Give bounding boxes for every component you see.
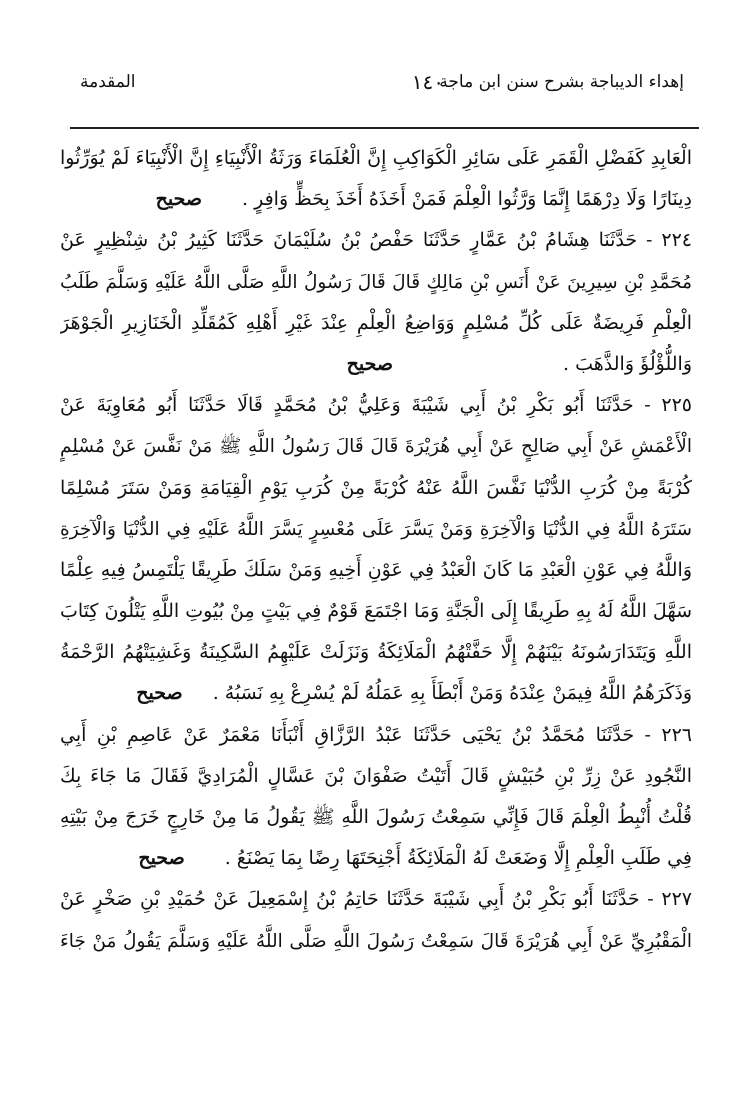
text-line-19: ٢٢٧ - حَدَّثَنَا أَبُو بَكْرِ بْنُ أَبِي شَيْبَةَ حَدَّثَنَا حَاتِمُ بْنُ إِسْمَعِيلَ عَنْ حُمَيْدِ بْنِ صَخْرٍ عَنْ: [60, 888, 692, 911]
text-line-12: سَهَّلَ اللَّهُ لَهُ بِهِ طَرِيقًا إِلَى الْجَنَّةِ وَمَا اجْتَمَعَ قَوْمٌ فِي بَيْتٍ مِنْ بُيُوتِ اللَّهِ يَتْلُونَ كِتَابَ: [60, 600, 692, 623]
grade-label: صحيح: [136, 682, 183, 705]
text-line-13: اللَّهِ وَيَتَدَارَسُونَهُ بَيْنَهُمْ إِلَّا حَفَّتْهُمُ الْمَلَائِكَةُ وَنَزَلَتْ عَلَيْهِمُ السَّكِينَةُ وَغَشِيَتْهُمُ الرَّحْمَةُ: [60, 641, 692, 664]
text-line-10: سَتَرَهُ اللَّهُ فِي الدُّنْيَا وَالْآخِرَةِ وَمَنْ يَسَّرَ عَلَى مُعْسِرٍ يَسَّرَ اللَّهُ عَلَيْهِ فِي الدُّنْيَا وَالْآخِرَةِ: [60, 518, 692, 540]
grade-label: صحيح: [138, 847, 185, 870]
text-line-8: الْأَعْمَشِ عَنْ أَبِي صَالِحٍ عَنْ أَبِي هُرَيْرَةَ قَالَ قَالَ رَسُولُ اللَّهِ ﷺ مَنْ نَفَّسَ عَنْ مُسْلِمٍ: [60, 436, 692, 458]
hadith-text-body: [60, 138, 692, 962]
text-line-11: وَاللَّهُ فِي عَوْنِ الْعَبْدِ مَا كَانَ الْعَبْدُ فِي عَوْنِ أَخِيهِ وَمَنْ سَلَكَ طَرِيقًا يَلْتَمِسُ فِيهِ عِلْمًا: [60, 558, 692, 581]
grade-label: صحيح: [155, 188, 203, 211]
text-line-2: دِينَارًا وَلَا دِرْهَمًا إِنَّمَا وَرَّثُوا الْعِلْمَ فَمَنْ أَخَذَهُ أَخَذَ بِحَظٍّ وَافِرٍ .صحيح: [60, 179, 692, 220]
header-divider: [70, 127, 699, 129]
text-line-20: الْمَقْبُرِيِّ عَنْ أَبِي هُرَيْرَةَ قَالَ سَمِعْتُ رَسُولَ اللَّهِ صَلَّى اللَّهُ عَلَيْهِ وَسَلَّمَ يَقُولُ مَنْ جَاءَ: [60, 930, 692, 952]
book-title: إهداء الديباجة بشرح سنن ابن ماجة: [439, 72, 684, 92]
text-line-14: وَذَكَرَهُمُ اللَّهُ فِيمَنْ عِنْدَهُ وَمَنْ أَبْطَأَ بِهِ عَمَلُهُ لَمْ يُسْرِعْ بِهِ نَسَبُهُ .صحيح: [60, 673, 692, 714]
page-number: ١٤٠: [411, 70, 444, 94]
grade-label: صحيح: [346, 352, 394, 375]
text-line-18: فِي طَلَبِ الْعِلْمِ إِلَّا وَضَعَتْ لَهُ الْمَلَائِكَةُ أَجْنِحَتَهَا رِضًا بِمَا يَصْنَعُ .صحيح: [60, 838, 692, 879]
text-line-9: كُرْبَةً مِنْ كُرَبِ الدُّنْيَا نَفَّسَ اللَّهُ عَنْهُ كُرْبَةً مِنْ كُرَبِ يَوْمِ الْقِيَامَةِ وَمَنْ سَتَرَ مُسْلِمًا: [60, 476, 692, 499]
text-line-16: النَّجُودِ عَنْ زِرِّ بْنِ حُبَيْشٍ قَالَ أَتَيْتُ صَفْوَانَ بْنَ عَسَّالٍ الْمُرَادِيَّ فَقَالَ مَا جَاءَ بِكَ: [60, 764, 692, 787]
text-line-5: الْعِلْمِ فَرِيضَةٌ عَلَى كُلِّ مُسْلِمٍ وَوَاضِعُ الْعِلْمِ عِنْدَ غَيْرِ أَهْلِهِ كَمُقَلِّدِ الْخَنَازِيرِ الْجَوْهَرَ: [60, 311, 692, 334]
text-line-17: قُلْتُ أُنْبِطُ الْعِلْمَ قَالَ فَإِنِّي سَمِعْتُ رَسُولَ اللَّهِ ﷺ يَقُولُ مَا مِنْ خَارِجٍ خَرَجَ مِنْ بَيْتِهِ: [60, 806, 692, 828]
page-header: [70, 70, 684, 100]
text-line-7: ٢٢٥ - حَدَّثَنَا أَبُو بَكْرِ بْنُ أَبِي شَيْبَةَ وَعَلِيُّ بْنُ مُحَمَّدٍ قَالَا حَدَّثَنَا أَبُو مُعَاوِيَةَ عَنْ: [60, 394, 692, 417]
section-name: المقدمة: [80, 72, 136, 92]
text-line-3: ٢٢٤ - حَدَّثَنَا هِشَامُ بْنُ عَمَّارٍ حَدَّثَنَا حَفْصُ بْنُ سُلَيْمَانَ حَدَّثَنَا كَثِيرُ بْنُ شِنْظِيرٍ عَنْ: [60, 229, 692, 252]
text-line-1: الْعَابِدِ كَفَضْلِ الْقَمَرِ عَلَى سَائِرِ الْكَوَاكِبِ إِنَّ الْعُلَمَاءَ وَرَثَةُ الْأَنْبِيَاءِ إِنَّ الْأَنْبِيَاءَ لَمْ يُوَرِّثُوا: [60, 147, 692, 169]
text-line-15: ٢٢٦ - حَدَّثَنَا مُحَمَّدُ بْنُ يَحْيَى حَدَّثَنَا عَبْدُ الرَّزَّاقِ أَنْبَأَنَا مَعْمَرٌ عَنْ عَاصِمِ بْنِ أَبِي: [60, 723, 692, 746]
text-line-6: وَاللُّؤْلُؤَ وَالذَّهَبَ .صحيح: [60, 344, 692, 385]
text-line-4: مُحَمَّدِ بْنِ سِيرِينَ عَنْ أَنَسِ بْنِ مَالِكٍ قَالَ قَالَ رَسُولُ اللَّهِ صَلَّى اللَّهُ عَلَيْهِ وَسَلَّمَ طَلَبُ: [60, 271, 692, 293]
